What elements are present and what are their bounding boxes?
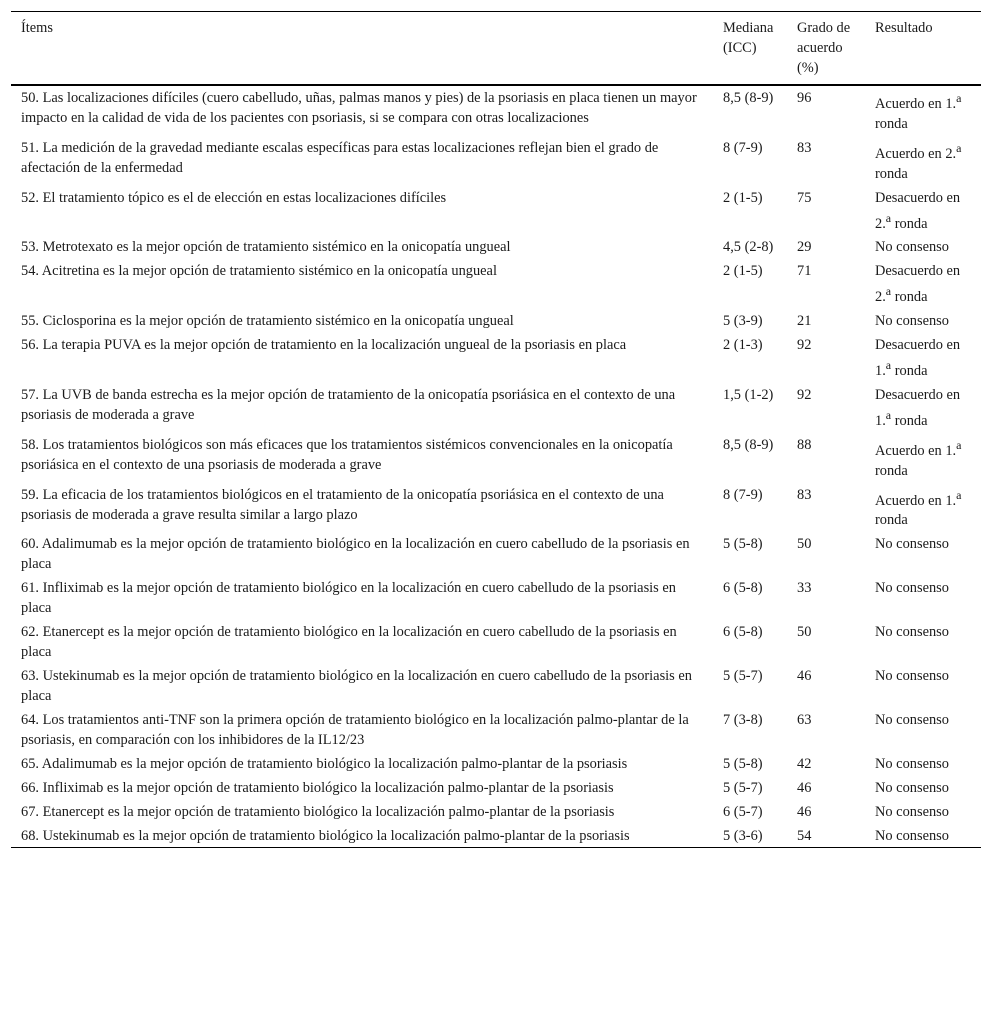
grado-cell: 54 xyxy=(797,828,812,845)
table-row xyxy=(11,531,981,575)
resultado-cell xyxy=(865,619,981,663)
header-grado: Grado de acuerdo (%) xyxy=(787,12,865,86)
grado-cell: 42 xyxy=(797,756,812,773)
item-cell: 51. La medición de la gravedad mediante escalas específicas para estas localizaciones reflejan bien el grado de afectación de la enfermedad xyxy=(21,139,659,176)
table-row xyxy=(11,482,981,532)
resultado-text: No consenso xyxy=(875,668,949,685)
mediana-cell: 6 (5-7) xyxy=(723,804,763,821)
item-cell: 60. Adalimumab es la mejor opción de tratamiento biológico en la localización en cuero cabelludo de la psoriasis en placa xyxy=(21,536,690,573)
table-row xyxy=(11,258,981,308)
resultado-cell xyxy=(865,308,981,332)
resultado-cell xyxy=(865,332,981,382)
mediana-cell: 5 (5-8) xyxy=(723,756,763,773)
table-header-row xyxy=(11,12,981,86)
resultado-text: No consenso xyxy=(875,536,949,553)
mediana-cell: 5 (5-7) xyxy=(723,780,763,797)
mediana-cell: 5 (3-9) xyxy=(723,313,763,330)
mediana-cell: 5 (5-7) xyxy=(723,668,763,685)
resultado-cell xyxy=(865,135,981,185)
grado-cell: 75 xyxy=(797,189,812,206)
grado-cell: 71 xyxy=(797,263,812,280)
item-cell: 54. Acitretina es la mejor opción de tratamiento sistémico en la onicopatía ungueal xyxy=(21,263,497,280)
table-row xyxy=(11,775,981,799)
consensus-table xyxy=(11,11,981,848)
grado-cell: 83 xyxy=(797,486,812,503)
resultado-text: Acuerdo en 2. xyxy=(875,145,957,162)
grado-cell: 21 xyxy=(797,313,812,330)
item-cell: 53. Metrotexato es la mejor opción de tratamiento sistémico en la onicopatía ungueal xyxy=(21,239,511,256)
item-cell: 62. Etanercept es la mejor opción de tratamiento biológico en la localización en cuero cabelludo de la psoriasis en placa xyxy=(21,624,677,661)
ordinal-superscript: a xyxy=(956,437,962,452)
resultado-cell xyxy=(865,531,981,575)
item-cell: 58. Los tratamientos biológicos son más eficaces que los tratamientos sistémicos convencionales en la onicopatía psoriásica en el contexto de una psoriasis de moderada a grave xyxy=(21,436,673,473)
mediana-cell: 4,5 (2-8) xyxy=(723,239,774,256)
table-row xyxy=(11,663,981,707)
resultado-cell xyxy=(865,258,981,308)
resultado-suffix: ronda xyxy=(891,412,928,429)
grado-cell: 96 xyxy=(797,90,812,106)
resultado-cell xyxy=(865,823,981,848)
resultado-text: Desacuerdo en 2. xyxy=(875,263,961,306)
item-cell: 52. El tratamiento tópico es el de elección en estas localizaciones difíciles xyxy=(21,189,447,206)
resultado-cell xyxy=(865,799,981,823)
resultado-cell xyxy=(865,234,981,258)
resultado-text: No consenso xyxy=(875,804,949,821)
resultado-text: No consenso xyxy=(875,828,949,845)
resultado-cell xyxy=(865,85,981,135)
ordinal-superscript: a xyxy=(956,140,962,155)
resultado-text: No consenso xyxy=(875,313,949,330)
table-body xyxy=(11,85,981,848)
resultado-cell xyxy=(865,482,981,532)
item-cell: 67. Etanercept es la mejor opción de tratamiento biológico la localización palmo-plantar de la psoriasis xyxy=(21,804,615,821)
table-row xyxy=(11,382,981,432)
resultado-text: Acuerdo en 1. xyxy=(875,492,957,509)
table-row xyxy=(11,85,981,135)
table-row xyxy=(11,332,981,382)
table-row xyxy=(11,135,981,185)
mediana-cell: 5 (3-6) xyxy=(723,828,763,845)
grado-cell: 33 xyxy=(797,580,812,597)
resultado-cell xyxy=(865,663,981,707)
ordinal-superscript: a xyxy=(885,358,892,373)
resultado-text: No consenso xyxy=(875,239,949,256)
resultado-text: No consenso xyxy=(875,712,949,729)
table-row xyxy=(11,308,981,332)
table-row xyxy=(11,707,981,751)
item-cell: 64. Los tratamientos anti-TNF son la primera opción de tratamiento biológico en la localización palmo-plantar de la psoriasis, en comparación con los inhibidores de la IL12/23 xyxy=(21,712,689,749)
resultado-text: No consenso xyxy=(875,580,949,597)
grado-cell: 63 xyxy=(797,712,812,729)
table-row xyxy=(11,619,981,663)
ordinal-superscript: a xyxy=(885,407,892,422)
mediana-cell: 8 (7-9) xyxy=(723,486,763,503)
resultado-cell xyxy=(865,707,981,751)
ordinal-superscript: a xyxy=(885,210,892,225)
grado-cell: 83 xyxy=(797,139,812,156)
grado-cell: 46 xyxy=(797,780,812,797)
item-cell: 57. La UVB de banda estrecha es la mejor opción de tratamiento de la onicopatía psoriásica en el contexto de una psoriasis de moderada a grave xyxy=(21,386,676,423)
item-cell: 59. La eficacia de los tratamientos biológicos en el tratamiento de la onicopatía psoriásica en el contexto de una psoriasis de moderada a grave resulta similar a largo plazo xyxy=(21,486,664,523)
mediana-cell: 8,5 (8-9) xyxy=(723,436,774,453)
table-row xyxy=(11,185,981,235)
resultado-text: Acuerdo en 1. xyxy=(875,442,957,459)
grado-cell: 50 xyxy=(797,536,812,553)
mediana-cell: 5 (5-8) xyxy=(723,536,763,553)
resultado-text: Acuerdo en 1. xyxy=(875,95,957,112)
grado-cell: 46 xyxy=(797,668,812,685)
grado-cell: 29 xyxy=(797,239,812,256)
resultado-cell xyxy=(865,751,981,775)
mediana-cell: 1,5 (1-2) xyxy=(723,386,774,403)
resultado-cell xyxy=(865,382,981,432)
mediana-cell: 2 (1-3) xyxy=(723,337,763,354)
table-row xyxy=(11,799,981,823)
mediana-cell: 2 (1-5) xyxy=(723,189,763,206)
item-cell: 66. Infliximab es la mejor opción de tratamiento biológico la localización palmo-plantar de la psoriasis xyxy=(21,780,614,797)
ordinal-superscript: a xyxy=(885,284,892,299)
resultado-suffix: ronda xyxy=(891,215,928,232)
item-cell: 55. Ciclosporina es la mejor opción de tratamiento sistémico en la onicopatía ungueal xyxy=(21,313,514,330)
grado-cell: 46 xyxy=(797,804,812,821)
mediana-cell: 2 (1-5) xyxy=(723,263,763,280)
header-resultado: Resultado xyxy=(865,12,981,86)
resultado-cell xyxy=(865,185,981,235)
grado-cell: 92 xyxy=(797,386,812,403)
table-row xyxy=(11,751,981,775)
item-cell: 50. Las localizaciones difíciles (cuero cabelludo, uñas, palmas manos y pies) de la psoriasis en placa tienen un mayor impacto en la calidad de vida de los pacientes con psoriasis, si se compara con otras localizaciones xyxy=(21,90,697,126)
resultado-suffix: ronda xyxy=(891,289,928,306)
resultado-text: Desacuerdo en 1. xyxy=(875,386,961,429)
resultado-text: Desacuerdo en 2. xyxy=(875,189,961,232)
table-row xyxy=(11,823,981,848)
item-cell: 56. La terapia PUVA es la mejor opción de tratamiento en la localización ungueal de la psoriasis en placa xyxy=(21,337,627,354)
resultado-text: No consenso xyxy=(875,780,949,797)
mediana-cell: 8 (7-9) xyxy=(723,139,763,156)
item-cell: 63. Ustekinumab es la mejor opción de tratamiento biológico en la localización en cuero cabelludo de la psoriasis en placa xyxy=(21,668,692,705)
mediana-cell: 7 (3-8) xyxy=(723,712,763,729)
grado-cell: 88 xyxy=(797,436,812,453)
header-items: Ítems xyxy=(11,12,713,86)
item-cell: 68. Ustekinumab es la mejor opción de tratamiento biológico la localización palmo-plantar de la psoriasis xyxy=(21,828,630,845)
item-cell: 61. Infliximab es la mejor opción de tratamiento biológico en la localización en cuero cabelludo de la psoriasis en placa xyxy=(21,580,676,617)
resultado-suffix: ronda xyxy=(875,462,908,479)
resultado-text: No consenso xyxy=(875,624,949,641)
resultado-cell xyxy=(865,575,981,619)
resultado-text: No consenso xyxy=(875,756,949,773)
ordinal-superscript: a xyxy=(956,91,962,105)
header-mediana: Mediana (ICC) xyxy=(713,12,787,86)
table-row xyxy=(11,432,981,482)
item-cell: 65. Adalimumab es la mejor opción de tratamiento biológico la localización palmo-plantar de la psoriasis xyxy=(21,756,628,773)
table-row xyxy=(11,575,981,619)
grado-cell: 92 xyxy=(797,337,812,354)
resultado-suffix: ronda xyxy=(891,362,928,379)
mediana-cell: 6 (5-8) xyxy=(723,580,763,597)
resultado-text: Desacuerdo en 1. xyxy=(875,337,961,379)
resultado-cell xyxy=(865,775,981,799)
ordinal-superscript: a xyxy=(956,487,962,502)
resultado-suffix: ronda xyxy=(875,165,908,182)
resultado-suffix: ronda xyxy=(875,115,908,132)
table-row xyxy=(11,234,981,258)
grado-cell: 50 xyxy=(797,624,812,641)
resultado-cell xyxy=(865,432,981,482)
mediana-cell: 6 (5-8) xyxy=(723,624,763,641)
mediana-cell: 8,5 (8-9) xyxy=(723,90,774,106)
resultado-suffix: ronda xyxy=(875,512,908,529)
